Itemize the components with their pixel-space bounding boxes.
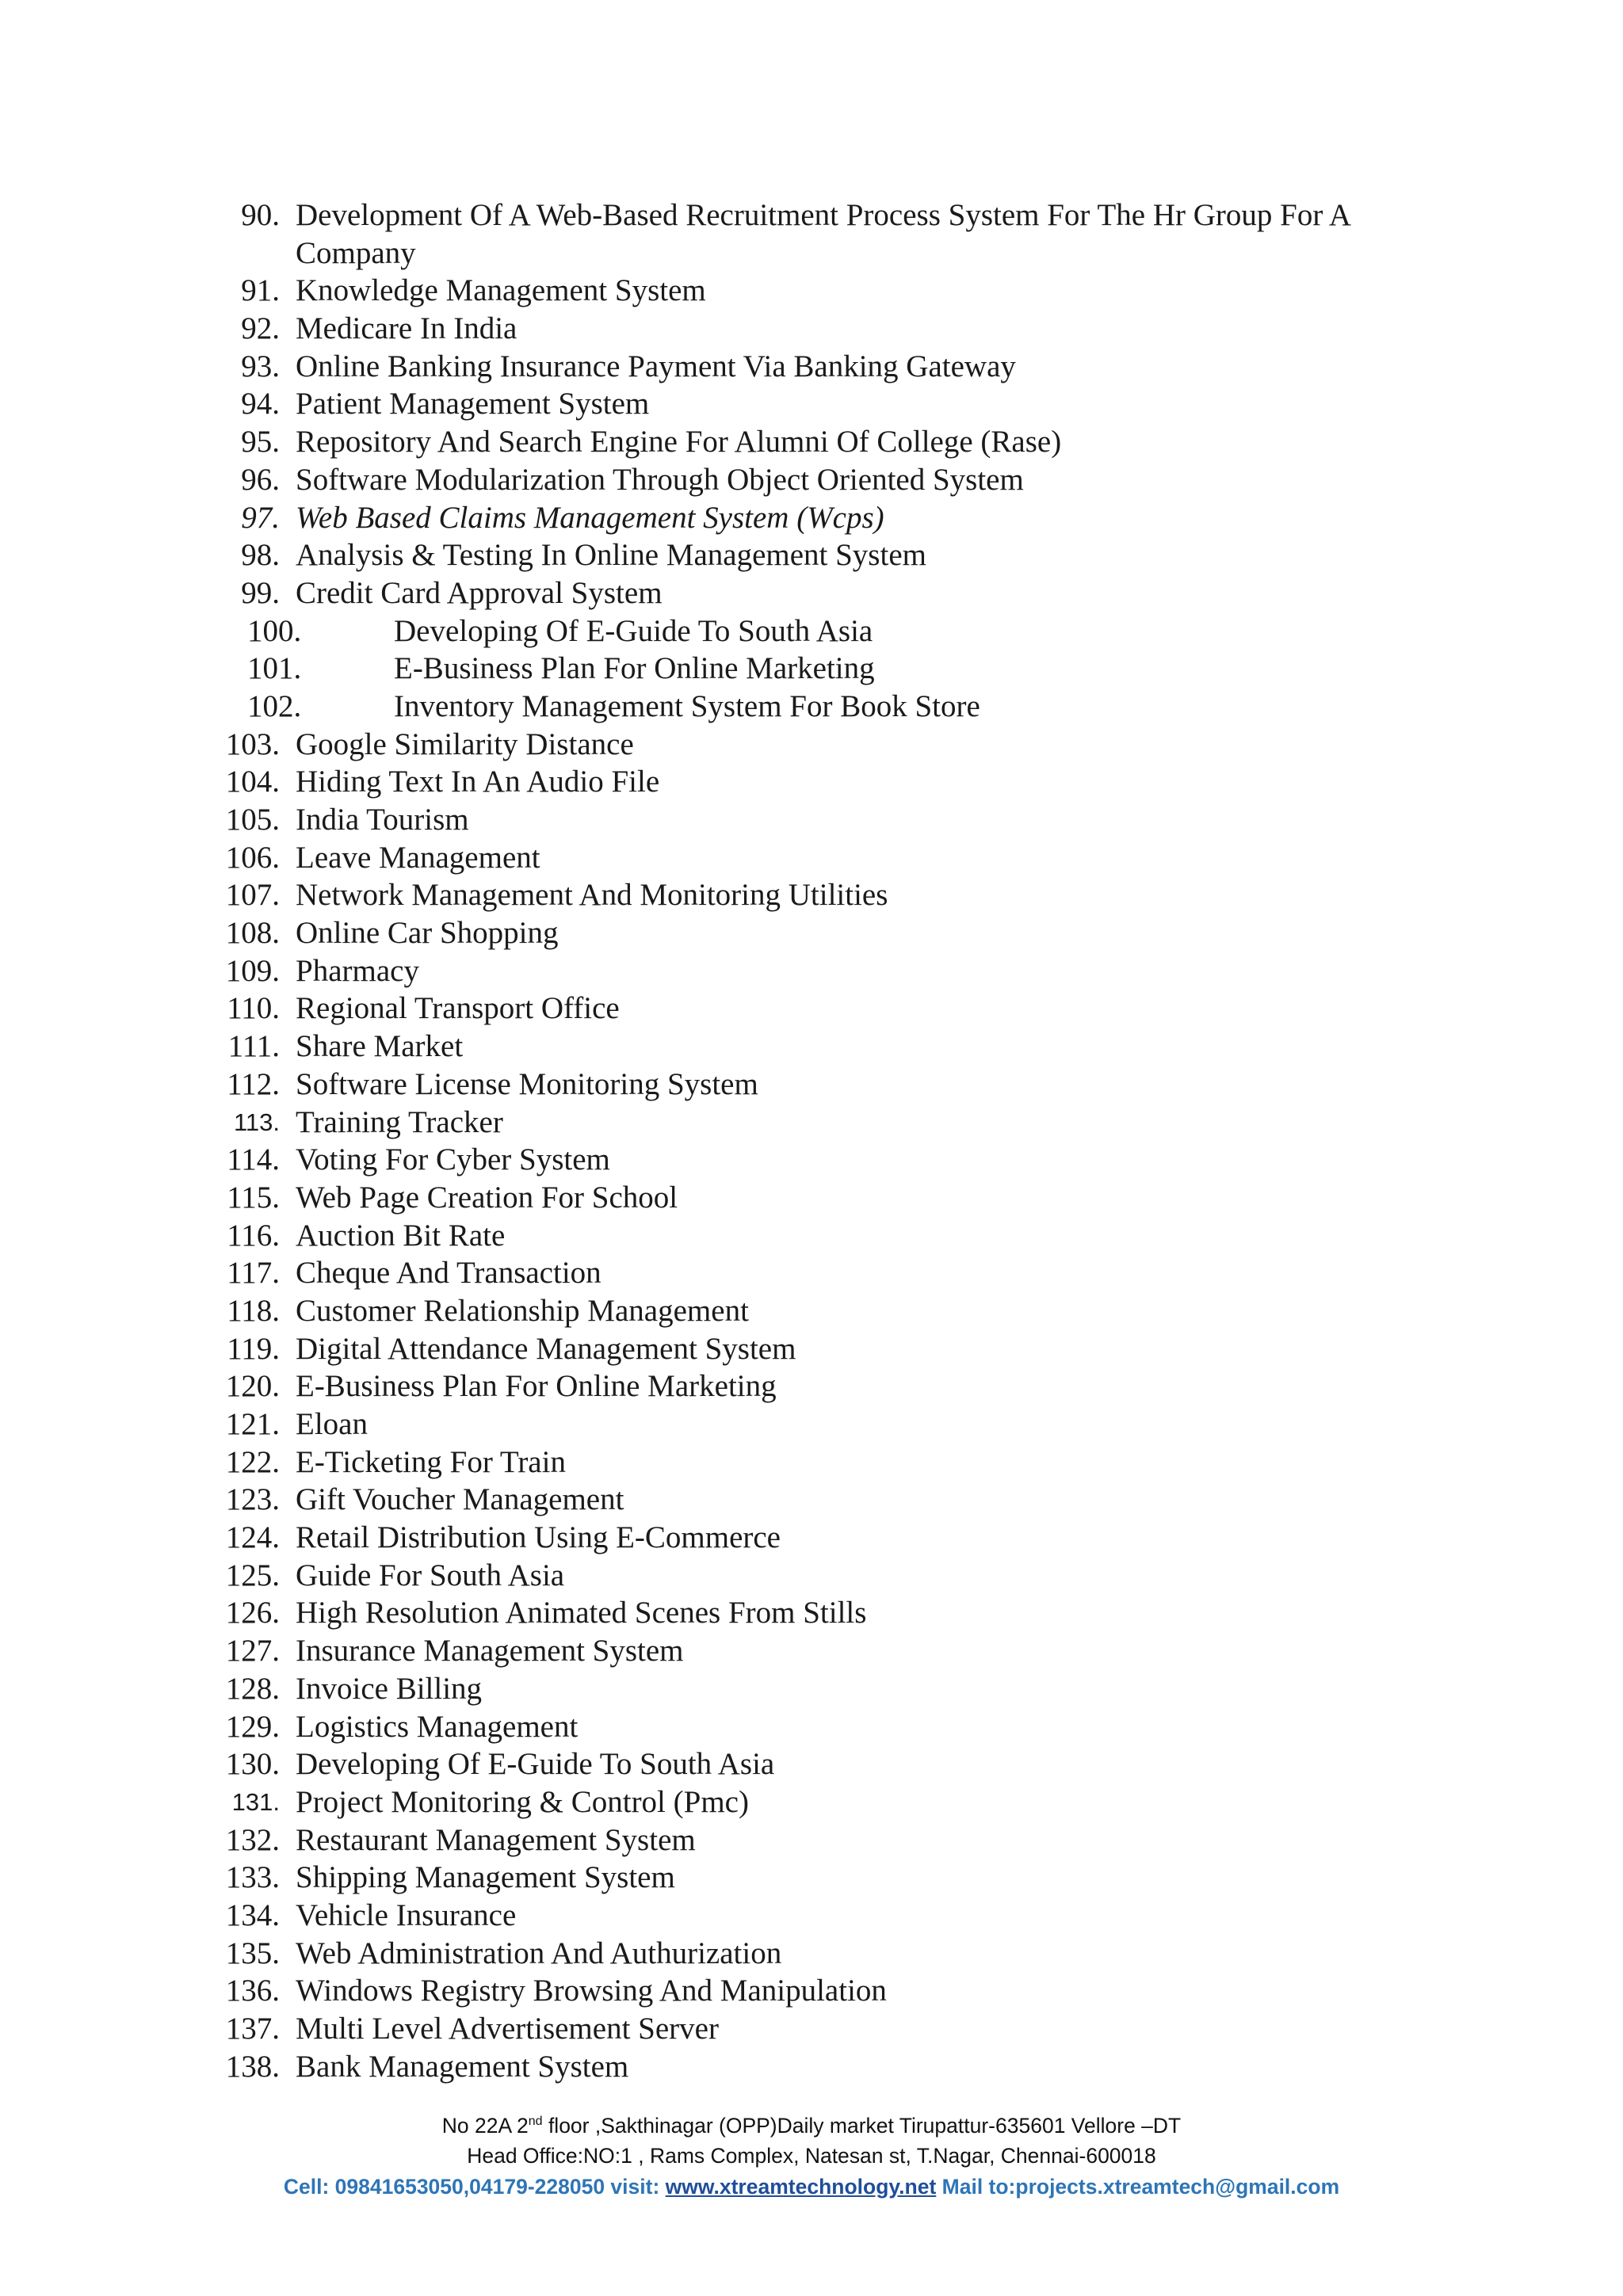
item-text: Digital Attendance Management System — [296, 1331, 796, 1366]
item-number: 136. — [225, 1974, 280, 2008]
footer-contact-pre: Cell: 09841653050,04179-228050 visit: — [283, 2175, 666, 2199]
item-number: 131. — [231, 1787, 280, 1816]
item-text: Auction Bit Rate — [296, 1218, 506, 1253]
list-item — [0, 348, 1623, 386]
list-item — [0, 1066, 1623, 1104]
item-number: 118. — [227, 1293, 280, 1328]
item-text: Customer Relationship Management — [296, 1293, 749, 1328]
item-text: High Resolution Animated Scenes From Stills — [296, 1596, 867, 1630]
list-item — [0, 688, 1623, 726]
list-item — [0, 310, 1623, 348]
item-number: 120. — [225, 1369, 280, 1404]
list-item — [0, 1972, 1623, 2010]
list-item — [0, 1330, 1623, 1368]
item-number: 113. — [233, 1108, 280, 1136]
list-item — [0, 1254, 1623, 1292]
item-number: 128. — [225, 1671, 280, 1706]
item-text: Google Similarity Distance — [296, 727, 634, 761]
item-text: Restaurant Management System — [296, 1822, 696, 1857]
list-item — [0, 385, 1623, 423]
item-number: 115. — [227, 1180, 280, 1215]
list-item — [0, 2010, 1623, 2048]
item-number: 93. — [241, 349, 280, 383]
item-number: 127. — [225, 1634, 280, 1669]
item-number: 99. — [241, 575, 280, 610]
list-item — [0, 1745, 1623, 1783]
item-text: Web Page Creation For School — [296, 1180, 678, 1215]
item-number: 100. — [247, 613, 302, 648]
item-number: 90. — [241, 198, 280, 232]
list-item — [0, 1897, 1623, 1935]
list-item — [0, 1632, 1623, 1670]
list-item — [0, 1217, 1623, 1255]
list-item — [0, 1405, 1623, 1444]
item-number: 112. — [227, 1066, 280, 1101]
list-item — [0, 1104, 1623, 1142]
item-number: 106. — [225, 840, 280, 875]
list-item — [0, 1670, 1623, 1708]
item-text: Inventory Management System For Book Store — [394, 688, 980, 723]
item-text: Windows Registry Browsing And Manipulation — [296, 1974, 887, 2008]
item-text: Invoice Billing — [296, 1671, 483, 1706]
item-text: Patient Management System — [296, 387, 650, 421]
item-text: Developing Of E-Guide To South Asia — [394, 613, 873, 648]
list-item — [0, 1141, 1623, 1179]
item-text: Guide For South Asia — [296, 1558, 565, 1592]
item-text: Voting For Cyber System — [296, 1142, 610, 1177]
list-item — [0, 461, 1623, 499]
item-number: 121. — [225, 1407, 280, 1442]
list-item — [0, 1708, 1623, 1746]
footer-head-office-line: Head Office:NO:1 , Rams Complex, Natesan st, T.Nagar, Chennai-600018 — [467, 2144, 1156, 2168]
item-text: Retail Distribution Using E-Commerce — [296, 1520, 781, 1555]
item-text: Insurance Management System — [296, 1634, 684, 1669]
website-link[interactable]: www.xtreamtechnology.net — [665, 2175, 937, 2199]
item-text: Online Banking Insurance Payment Via Banking Gateway — [296, 349, 1016, 383]
item-number: 95. — [241, 425, 280, 460]
item-text: Training Tracker — [296, 1104, 503, 1139]
list-item — [0, 990, 1623, 1028]
list-item — [0, 196, 1623, 272]
list-item — [0, 536, 1623, 574]
list-item — [0, 612, 1623, 650]
item-number: 105. — [225, 803, 280, 837]
project-list — [0, 196, 1623, 2085]
list-item — [0, 1935, 1623, 1973]
list-item — [0, 839, 1623, 877]
list-item — [0, 2048, 1623, 2086]
list-item — [0, 726, 1623, 764]
item-text: E-Ticketing For Train — [296, 1444, 566, 1479]
footer-address-pre: No 22A 2 — [441, 2114, 529, 2138]
item-number: 114. — [227, 1142, 280, 1177]
list-item — [0, 650, 1623, 688]
footer-address-line — [0, 2114, 1623, 2138]
item-number: 119. — [227, 1331, 280, 1366]
item-number: 137. — [225, 2012, 280, 2046]
item-text: Project Monitoring & Control (Pmc) — [296, 1784, 749, 1819]
item-text: Vehicle Insurance — [296, 1897, 517, 1932]
item-text: Web Based Claims Management System (Wcps) — [296, 500, 884, 535]
item-number: 110. — [227, 991, 280, 1026]
item-number: 122. — [225, 1444, 280, 1479]
footer-contact-post: Mail to:projects.xtreamtech@gmail.com — [936, 2175, 1340, 2199]
item-text: Leave Management — [296, 840, 540, 875]
item-text: Regional Transport Office — [296, 991, 620, 1026]
item-text: Cheque And Transaction — [296, 1256, 601, 1291]
item-number: 91. — [241, 273, 280, 308]
item-text: Repository And Search Engine For Alumni Of College (Rase) — [296, 425, 1062, 460]
item-number: 103. — [225, 727, 280, 761]
list-item — [0, 1292, 1623, 1330]
list-item — [0, 1367, 1623, 1405]
list-item — [0, 1179, 1623, 1217]
item-number: 117. — [227, 1256, 280, 1291]
item-number: 109. — [225, 953, 280, 988]
item-number: 123. — [225, 1482, 280, 1517]
item-number: 97. — [241, 500, 280, 535]
item-text: Share Market — [296, 1029, 464, 1064]
footer-address-post: floor ,Sakthinagar (OPP)Daily market Tirupattur-635601 Vellore –DT — [542, 2114, 1182, 2138]
list-item — [0, 1821, 1623, 1859]
item-number: 130. — [225, 1747, 280, 1782]
item-text: Multi Level Advertisement Server — [296, 2012, 719, 2046]
item-text: India Tourism — [296, 803, 469, 837]
item-number: 124. — [225, 1520, 280, 1555]
item-text: Pharmacy — [296, 953, 419, 988]
item-text: Shipping Management System — [296, 1860, 675, 1895]
item-number: 107. — [225, 878, 280, 913]
item-number: 111. — [227, 1029, 280, 1064]
item-text: Developing Of E-Guide To South Asia — [296, 1747, 775, 1782]
item-number: 135. — [225, 1936, 280, 1970]
item-number: 125. — [225, 1558, 280, 1592]
item-number: 129. — [225, 1709, 280, 1744]
item-text: Logistics Management — [296, 1709, 579, 1744]
item-text: Bank Management System — [296, 2049, 629, 2084]
item-text: Knowledge Management System — [296, 273, 706, 308]
list-item — [0, 1028, 1623, 1066]
footer-address-sup: nd — [528, 2115, 543, 2128]
list-item — [0, 914, 1623, 952]
list-item — [0, 272, 1623, 310]
list-item — [0, 1783, 1623, 1821]
list-item — [0, 1594, 1623, 1632]
item-number: 92. — [241, 311, 280, 346]
list-item — [0, 1519, 1623, 1557]
item-number: 96. — [241, 462, 280, 497]
item-text: E-Business Plan For Online Marketing — [296, 1369, 777, 1404]
item-number: 102. — [247, 688, 302, 723]
item-number: 132. — [225, 1822, 280, 1857]
list-item — [0, 574, 1623, 612]
item-text: Web Administration And Authurization — [296, 1936, 782, 1970]
item-number: 94. — [241, 387, 280, 421]
list-item — [0, 763, 1623, 801]
item-text: Medicare In India — [296, 311, 517, 346]
item-number: 101. — [247, 651, 302, 686]
item-number: 108. — [225, 916, 280, 951]
list-item — [0, 1444, 1623, 1482]
item-text: Analysis & Testing In Online Management System — [296, 538, 926, 573]
item-text: Network Management And Monitoring Utilities — [296, 878, 888, 913]
item-text: Credit Card Approval System — [296, 575, 663, 610]
item-text: Online Car Shopping — [296, 916, 559, 951]
item-number: 126. — [225, 1596, 280, 1630]
item-text: Eloan — [296, 1407, 368, 1442]
item-text: Gift Voucher Management — [296, 1482, 624, 1517]
list-item — [0, 1557, 1623, 1595]
item-text: Hiding Text In An Audio File — [296, 765, 660, 799]
item-text: Development Of A Web-Based Recruitment Process System For The Hr Group For A Company — [296, 198, 1350, 270]
item-number: 134. — [225, 1897, 280, 1932]
item-text: Software License Monitoring System — [296, 1066, 758, 1101]
item-number: 104. — [225, 765, 280, 799]
list-item — [0, 1859, 1623, 1897]
item-number: 98. — [241, 538, 280, 573]
item-number: 116. — [227, 1218, 280, 1253]
footer-contact-line — [0, 2175, 1623, 2199]
list-item — [0, 876, 1623, 914]
item-text: E-Business Plan For Online Marketing — [394, 651, 875, 686]
list-item — [0, 499, 1623, 537]
item-number: 138. — [225, 2049, 280, 2084]
list-item — [0, 423, 1623, 461]
item-text: Software Modularization Through Object Oriented System — [296, 462, 1024, 497]
list-item — [0, 952, 1623, 990]
list-item — [0, 1481, 1623, 1519]
item-number: 133. — [225, 1860, 280, 1895]
list-item — [0, 801, 1623, 839]
